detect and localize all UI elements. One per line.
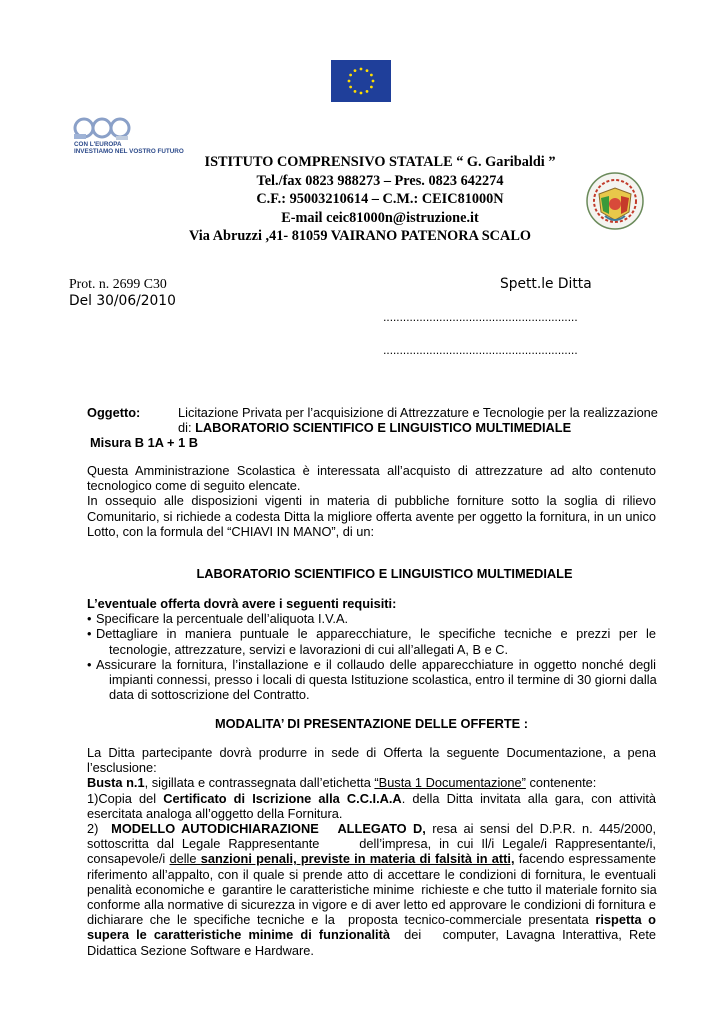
intro-line: Lotto, con la formula del “CHIAVI IN MANO”, di un: xyxy=(87,523,375,539)
eu-star-icon xyxy=(354,69,357,72)
item-1-text: . della Ditta invitata alla gara, con attività xyxy=(401,790,657,806)
item-1-text: 1)Copia del xyxy=(87,790,164,806)
section-title: LABORATORIO SCIENTIFICO E LINGUISTICO MULTIMEDIALE xyxy=(196,566,573,581)
list-item-text: Assicurare la fornitura, l’installazione e il collaudo delle apparecchiature in oggetto nonché degli xyxy=(96,656,656,672)
misura-label: Misura B 1A + 1 B xyxy=(90,435,198,450)
intro-paragraph xyxy=(87,463,656,539)
requisiti-block xyxy=(87,596,656,702)
eu-star-icon xyxy=(370,74,373,77)
item-1-line xyxy=(87,791,656,806)
school-email: E-mail ceic81000n@istruzione.it xyxy=(281,209,479,226)
item-2-line xyxy=(87,851,656,866)
recipient-line-2: ........................................................... xyxy=(383,344,578,357)
bullet-icon: • xyxy=(87,626,92,642)
eu-star-icon xyxy=(370,86,373,89)
item-2-line: penalità economiche e garantire le caratteristiche minime richieste e che tutto il materiale fornito sia xyxy=(87,881,657,897)
busta-line xyxy=(87,775,656,790)
modalita-line: La Ditta partecipante dovrà produrre in sede di Offerta la seguente Documentazione, a pena xyxy=(87,745,656,760)
recipient-label: Spett.le Ditta xyxy=(500,276,592,292)
modalita-title: MODALITA’ DI PRESENTAZIONE DELLE OFFERTE : xyxy=(214,716,529,731)
item-2-line: sottoscritta dal Legale Rappresentante dell’impresa, in cui Il/i Legale/i Rappresentante/i, xyxy=(87,836,656,852)
eu-flag-logo xyxy=(331,60,391,102)
oggetto-title: LABORATORIO SCIENTIFICO E LINGUISTICO MULTIMEDIALE xyxy=(195,420,572,435)
bullet-icon: • xyxy=(87,656,92,672)
eu-star-icon xyxy=(349,74,352,77)
item-2-text: facendo espressamente xyxy=(514,851,657,867)
intro-line: tecnologico come di seguito elencate. xyxy=(87,478,301,494)
school-phone: Tel./fax 0823 988273 – Pres. 0823 642274 xyxy=(256,172,504,189)
eu-star-icon xyxy=(366,69,369,72)
item-2-underline: delle xyxy=(169,851,201,867)
oggetto-label: Oggetto: xyxy=(87,405,141,420)
item-2-bold: rispetta o xyxy=(595,912,656,928)
recipient-line-1: ........................................................... xyxy=(383,311,578,324)
school-codes: C.F.: 95003210614 – C.M.: CEIC81000N xyxy=(256,191,504,207)
list-item xyxy=(87,657,656,672)
item-2-bold: MODELLO AUTODICHIARAZIONE ALLEGATO D, xyxy=(111,821,426,837)
item-2-text: consapevole/i xyxy=(87,851,170,867)
eu-star-icon xyxy=(366,90,369,93)
list-item-text: Specificare la percentuale dell’aliquota I.V.A. xyxy=(96,611,349,627)
busta-text: contenente: xyxy=(525,775,597,791)
eu-star-icon xyxy=(349,86,352,89)
pon-logo-text-1: CON L'EUROPA xyxy=(74,141,122,148)
school-name: ISTITUTO COMPRENSIVO STATALE “ G. Garibaldi ” xyxy=(204,154,556,170)
eu-star-icon xyxy=(360,68,363,71)
oggetto-line-1: Licitazione Privata per l’acquisizione di Attrezzature e Tecnologie per la realizzazione xyxy=(178,405,658,420)
list-item-text: tecnologie, attrezzature, servizi e lavorazioni di cui all’allegati A, B e C. xyxy=(109,641,509,657)
busta-tag: “Busta 1 Documentazione” xyxy=(374,775,526,791)
item-1-bold: Certificato di Iscrizione alla C.C.I.A.A xyxy=(163,790,402,806)
item-2-line: riferimento all’appalto, con il quale si prende atto di accettare le condizioni di fornitura, le eventuali xyxy=(87,866,656,882)
list-item xyxy=(87,626,656,641)
item-2-line: Didattica Sezione Software e Hardware. xyxy=(87,942,314,958)
item-2-number: 2) xyxy=(87,821,112,837)
school-address: Via Abruzzi ,41- 81059 VAIRANO PATENORA SCALO xyxy=(189,228,531,244)
list-item-text: Dettagliare in maniera puntuale le apparecchiature, le specifiche tecniche e prezzi per le xyxy=(96,626,656,642)
eu-star-icon xyxy=(348,80,351,83)
oggetto-prefix: di: xyxy=(178,420,196,435)
intro-line: Questa Amministrazione Scolastica è interessata all’acquisto di attrezzature ad alto contenuto xyxy=(87,463,656,478)
eu-star-icon xyxy=(372,80,375,83)
item-2-line xyxy=(87,912,656,927)
protocol-number: Prot. n. 2699 C30 xyxy=(69,276,167,291)
modalita-block xyxy=(87,745,656,958)
item-2-text: dichiarare che le specifiche tecniche e la proposta tecnico-commerciale presentata xyxy=(87,912,596,928)
item-2-line xyxy=(87,927,656,942)
oggetto-line-2 xyxy=(178,420,571,435)
item-2-bold: supera le caratteristiche minime di funzionalità xyxy=(87,927,390,943)
item-2-text: resa ai sensi del D.P.R. n. 445/2000, xyxy=(425,821,656,837)
item-2-line: conforme alla normative di sicurezza in vigore e di aver letto ed approvare le condizioni di fornitura e xyxy=(87,897,656,913)
pon-logo-text-2: INVESTIAMO NEL VOSTRO FUTURO xyxy=(74,148,184,155)
item-2-line xyxy=(87,821,656,836)
intro-line: In ossequio alle disposizioni vigenti in materia di pubbliche forniture sotto la soglia di rilievo xyxy=(87,493,656,509)
modalita-line: l’esclusione: xyxy=(87,760,157,776)
eu-star-icon xyxy=(360,92,363,95)
item-2-underline-bold: sanzioni penali, previste in materia di falsità in atti, xyxy=(200,851,515,867)
list-item xyxy=(87,611,656,626)
eu-star-icon xyxy=(354,90,357,93)
eu-stars-icon xyxy=(331,60,391,102)
busta-text: , sigillata e contrassegnata dall’etichetta xyxy=(144,775,375,791)
requisiti-heading: L’eventuale offerta dovrà avere i seguenti requisiti: xyxy=(87,596,397,611)
intro-line: Comunitario, si richiede a codesta Ditta la migliore offerta avente per oggetto la fornitura, in un unico xyxy=(87,508,656,524)
bullet-icon: • xyxy=(87,611,92,627)
protocol-date: Del 30/06/2010 xyxy=(69,293,176,309)
list-item-text: data di sottoscrizione del Contratto. xyxy=(109,687,310,703)
list-item-text: impianti connessi, presso i locali di questa Istituzione scolastica, entro il termine di 30 giorni dalla xyxy=(109,672,657,688)
item-2-text: dei computer, Lavagna Interattiva, Rete xyxy=(389,927,656,943)
busta-label: Busta n.1 xyxy=(87,775,145,791)
item-1-line: esercitata analoga all’oggetto della Fornitura. xyxy=(87,805,343,821)
